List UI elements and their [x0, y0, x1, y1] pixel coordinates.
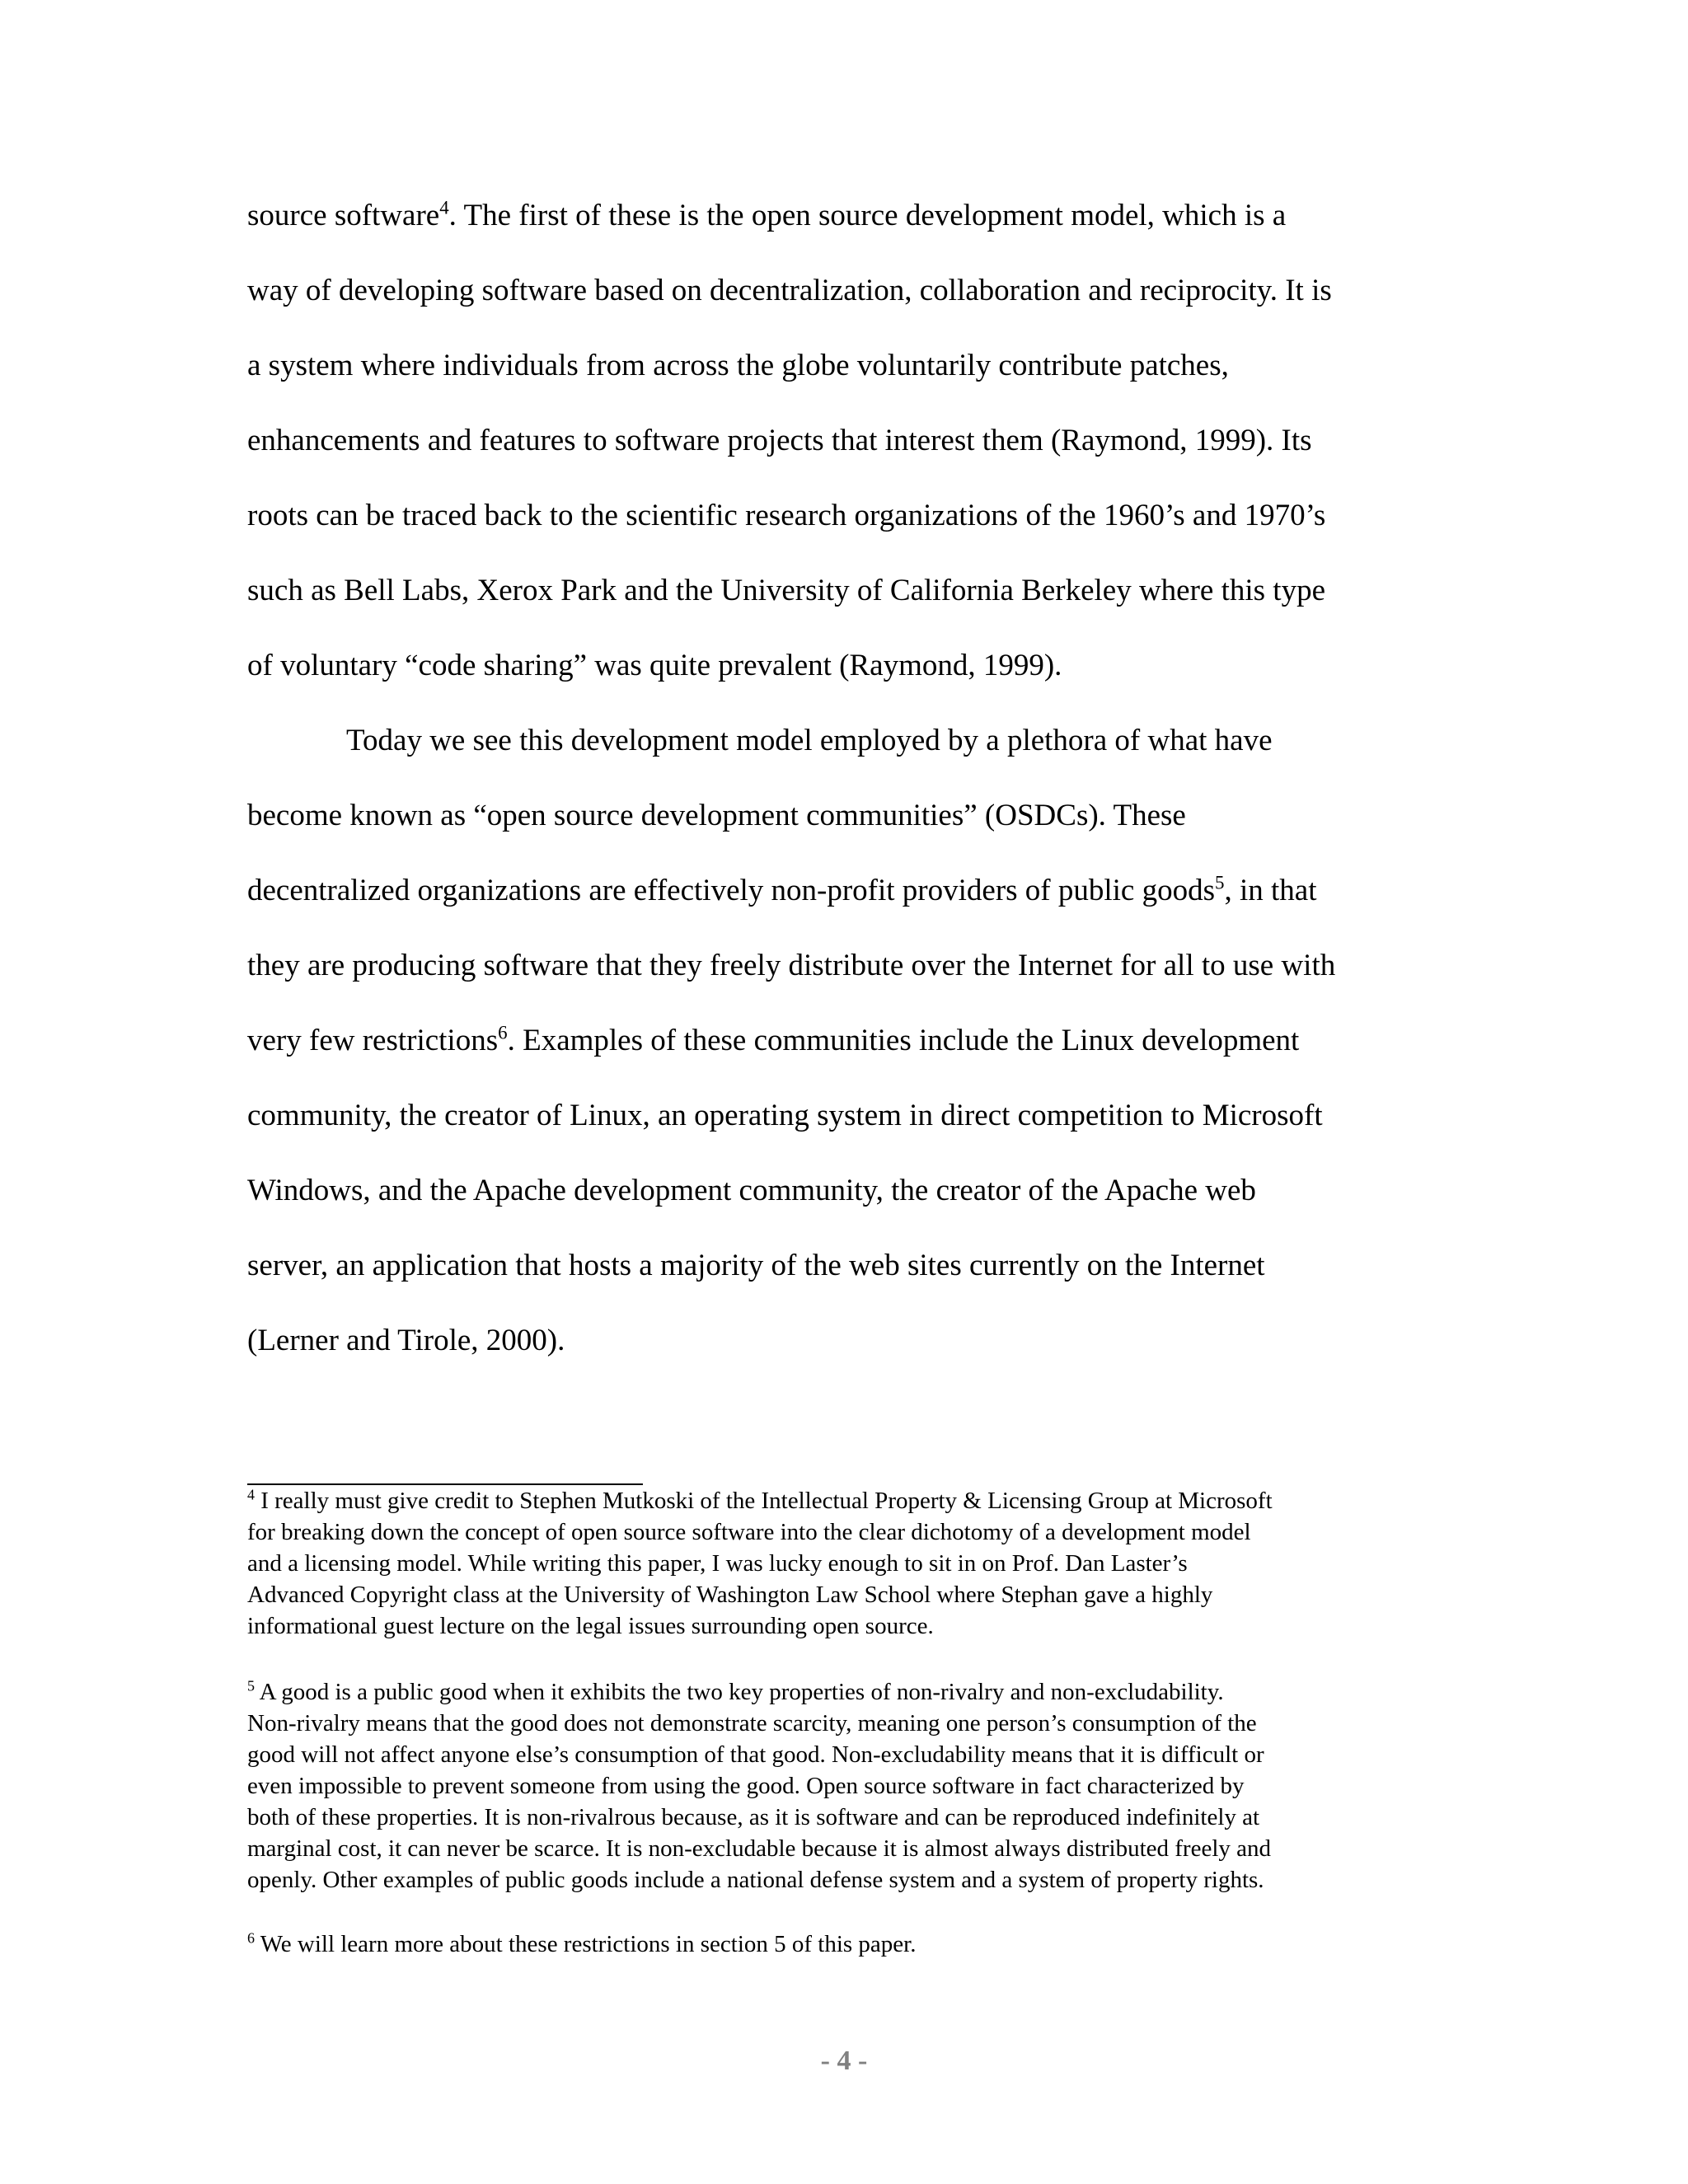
body-line [247, 348, 1229, 384]
footnote-text: I really must give credit to Stephen Mutkoski of the Intellectual Property & Licensing Group at Microsoft [260, 1488, 1273, 1514]
body-text: enhancements and features to software projects that interest them (Raymond, 1999). Its [247, 424, 1312, 457]
footnote-reference: 6 [498, 1022, 508, 1043]
footnote-reference: 4 [439, 197, 449, 218]
body-text: Windows, and the Apache development community, the creator of the Apache web [247, 1174, 1256, 1207]
footnote-number: 4 [247, 1486, 255, 1503]
footnote-line [247, 1709, 1257, 1737]
footnote-line [247, 1549, 1188, 1577]
footnote-text: marginal cost, it can never be scarce. It is non-excludable because it is almost always distributed freely and [247, 1835, 1272, 1862]
body-text: community, the creator of Linux, an operating system in direct competition to Microsoft [247, 1099, 1323, 1132]
body-line [247, 1023, 1299, 1059]
footnote-text: and a licensing model. While writing this paper, I was lucky enough to sit in on Prof. Dan Laster’s [247, 1550, 1188, 1577]
body-line [247, 648, 1062, 684]
footnote-line [247, 1581, 1212, 1609]
body-line [247, 1098, 1323, 1134]
body-text: way of developing software based on decentralization, collaboration and reciprocity. It is [247, 274, 1332, 307]
footnote-line [247, 1803, 1259, 1831]
footnote-text: Non-rivalry means that the good does not demonstrate scarcity, meaning one person’s consumption of the [247, 1710, 1257, 1736]
page-number: - 4 - [820, 2046, 868, 2076]
body-line [247, 498, 1325, 534]
body-text: such as Bell Labs, Xerox Park and the University of California Berkeley where this type [247, 574, 1326, 607]
body-line [247, 198, 1286, 234]
footnote-line [247, 1866, 1264, 1894]
body-line [247, 798, 1186, 834]
footnote-text: informational guest lecture on the legal issues surrounding open source. [247, 1613, 934, 1639]
footnote-number: 5 [247, 1677, 255, 1694]
body-text: source software [247, 199, 440, 232]
footnote-line [247, 1518, 1251, 1546]
body-line [247, 423, 1312, 459]
body-line [247, 1173, 1256, 1209]
body-text: of voluntary “code sharing” was quite prevalent (Raymond, 1999). [247, 649, 1062, 682]
footnote-line [247, 1772, 1245, 1800]
footnote-text: both of these properties. It is non-rivalrous because, as it is software and can be reproduced indefinitely at [247, 1804, 1260, 1830]
body-text: they are producing software that they freely distribute over the Internet for all to use with [247, 949, 1336, 982]
footnote-number: 6 [247, 1929, 255, 1947]
footnote-text: A good is a public good when it exhibits the two key properties of non-rivalry and non-excludability. [259, 1679, 1224, 1705]
body-text: Today we see this development model employed by a plethora of what have [346, 724, 1273, 757]
footnote-text: for breaking down the concept of open source software into the clear dichotomy of a development model [247, 1519, 1251, 1545]
body-text: very few restrictions [247, 1024, 499, 1057]
body-line [247, 948, 1335, 984]
body-line [247, 1248, 1265, 1284]
body-line [247, 1323, 565, 1359]
body-text: . The first of these is the open source development model, which is a [448, 199, 1287, 232]
footnote-text: We will learn more about these restrictions in section 5 of this paper. [260, 1931, 917, 1957]
body-line [247, 273, 1332, 309]
body-text: . Examples of these communities include the Linux development [507, 1024, 1300, 1057]
body-text: server, an application that hosts a majority of the web sites currently on the Internet [247, 1249, 1265, 1282]
footnote-text: Advanced Copyright class at the University of Washington Law School where Stephan gave a highly [247, 1582, 1213, 1608]
footnote-line [247, 1741, 1264, 1769]
footnote-separator [247, 1483, 643, 1485]
footnote-text: good will not affect anyone else’s consumption of that good. Non-excludability means that it is difficult or [247, 1741, 1264, 1768]
footnote-text: openly. Other examples of public goods include a national defense system and a system of property rights. [247, 1867, 1264, 1893]
body-line [247, 573, 1325, 609]
footnote-text: even impossible to prevent someone from using the good. Open source software in fact characterized by [247, 1773, 1245, 1799]
paragraph-first-line [346, 723, 1273, 759]
body-text: decentralized organizations are effectively non-profit providers of public goods [247, 874, 1215, 907]
footnote-line [247, 1678, 1224, 1706]
body-text: roots can be traced back to the scientific research organizations of the 1960’s and 1970’s [247, 499, 1326, 532]
body-text: (Lerner and Tirole, 2000). [247, 1324, 565, 1357]
body-line [247, 873, 1316, 909]
footnote-line [247, 1930, 916, 1958]
body-text: a system where individuals from across the globe voluntarily contribute patches, [247, 349, 1229, 382]
body-text: , in that [1224, 874, 1317, 907]
footnote-reference: 5 [1215, 872, 1225, 893]
footnote-line [247, 1835, 1271, 1863]
footnote-line [247, 1612, 934, 1640]
footnote-line [247, 1487, 1273, 1515]
body-text: become known as “open source development communities” (OSDCs). These [247, 799, 1186, 832]
